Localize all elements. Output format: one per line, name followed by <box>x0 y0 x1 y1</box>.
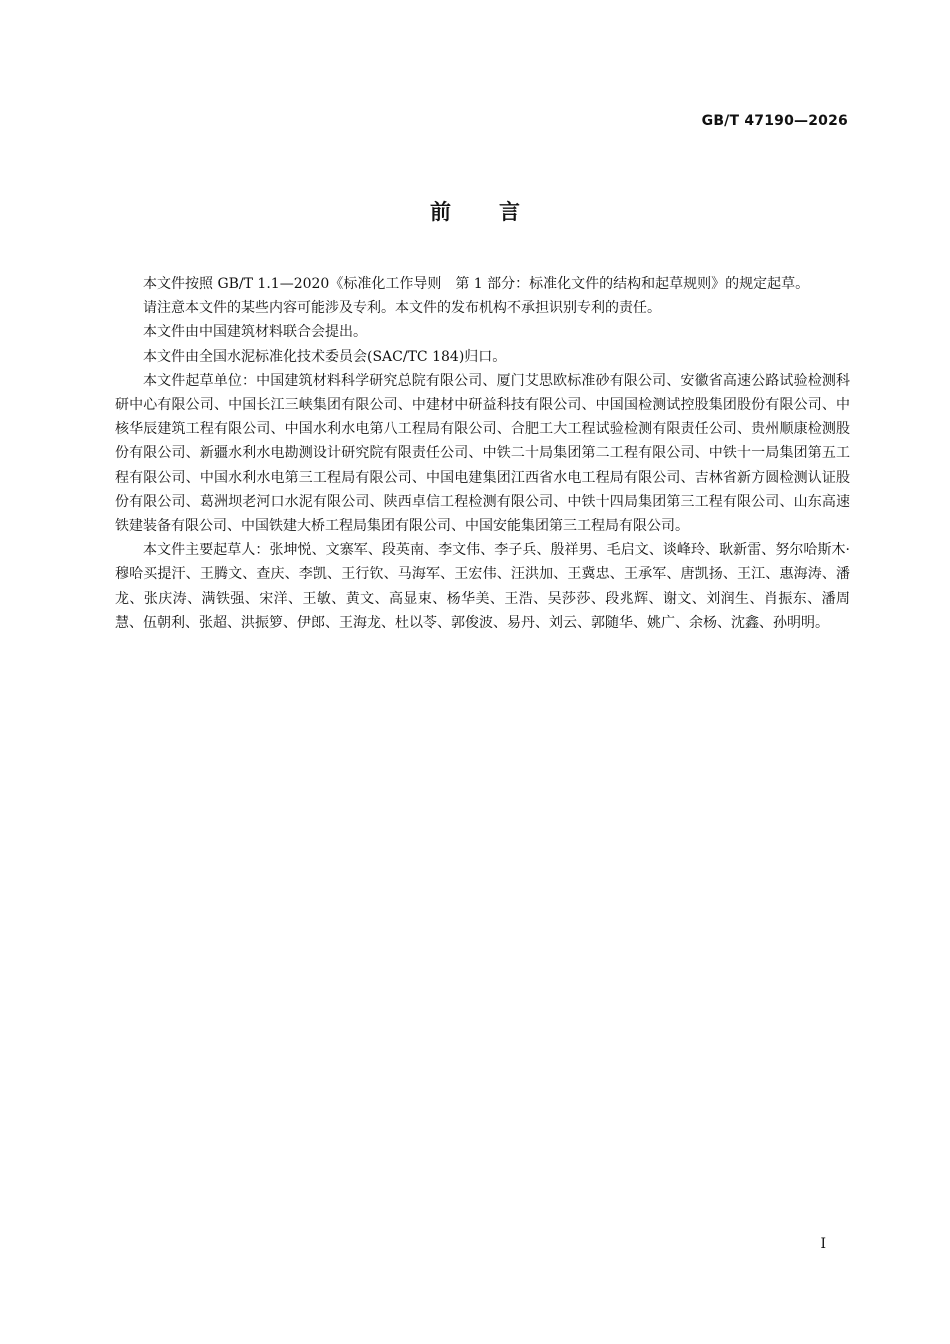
paragraph-proposer: 本文件由中国建筑材料联合会提出。 <box>143 324 367 341</box>
paragraph-drafting-units: 本文件起草单位：中国建筑材料科学研究总院有限公司、厦门艾思欧标准砂有限公司、安徽省高速公路试验检测科研中心有限公司、中国长江三峡集团有限公司、中建材中研益科技有限公司、中国国检测试控股集团股份有限公司、中核华辰建筑工程有限公司、中国水利水电第八工程局有限公司、合肥工大工程试验检测有限责任公司、贵州顺康检测股份有限公司、新疆水利水电勘测设计研究院有限责任公司、中铁二十局集团第二工程有限公司、中铁十一局集团第五工程有限公司、中国水利水电第三工程局有限公司、中国电建集团江西省水电工程局有限公司、吉林省新方圆检测认证股份有限公司、葛洲坝老河口水泥有限公司、陕西卓信工程检测有限公司、中铁十四局集团第三工程有限公司、山东高速铁建装备有限公司、中国铁建大桥工程局集团有限公司、中国安能集团第三工程局有限公司。 <box>115 372 850 535</box>
standard-number: GB/T 47190—2026 <box>701 113 848 129</box>
paragraph-drafting-rules: 本文件按照 GB/T 1.1—2020《标准化工作导则 第 1 部分：标准化文件的结构和起草规则》的规定起草。 <box>143 276 810 292</box>
paragraph-technical-committee: 本文件由全国水泥标准化技术委员会(SAC/TC 184)归口。 <box>143 348 507 365</box>
title-char-2: 言 <box>499 200 520 224</box>
title-char-1: 前 <box>430 200 451 224</box>
page-title <box>0 196 950 226</box>
foreword-body <box>115 272 850 635</box>
paragraph-drafters: 本文件主要起草人：张坤悦、文寨军、段英南、李文伟、李子兵、殷祥男、毛启文、谈峰玲、耿新雷、努尔哈斯木·穆哈买提汗、王腾文、查庆、李凯、王行钦、马海军、王宏伟、汪洪加、王冀忠、王承军、唐凯扬、王江、惠海涛、潘龙、张庆涛、满铁强、宋洋、王敏、黄文、高显束、杨华美、王浩、吴莎莎、段兆辉、谢文、刘润生、肖振东、潘周慧、伍朝利、张超、洪振箩、伊郎、王海龙、杜以苓、郭俊波、易丹、刘云、郭随华、姚广、余杨、沈鑫、孙明明。 <box>115 542 850 631</box>
page-number: I <box>820 1236 826 1252</box>
paragraph-patent-notice: 请注意本文件的某些内容可能涉及专利。本文件的发布机构不承担识别专利的责任。 <box>143 300 661 317</box>
